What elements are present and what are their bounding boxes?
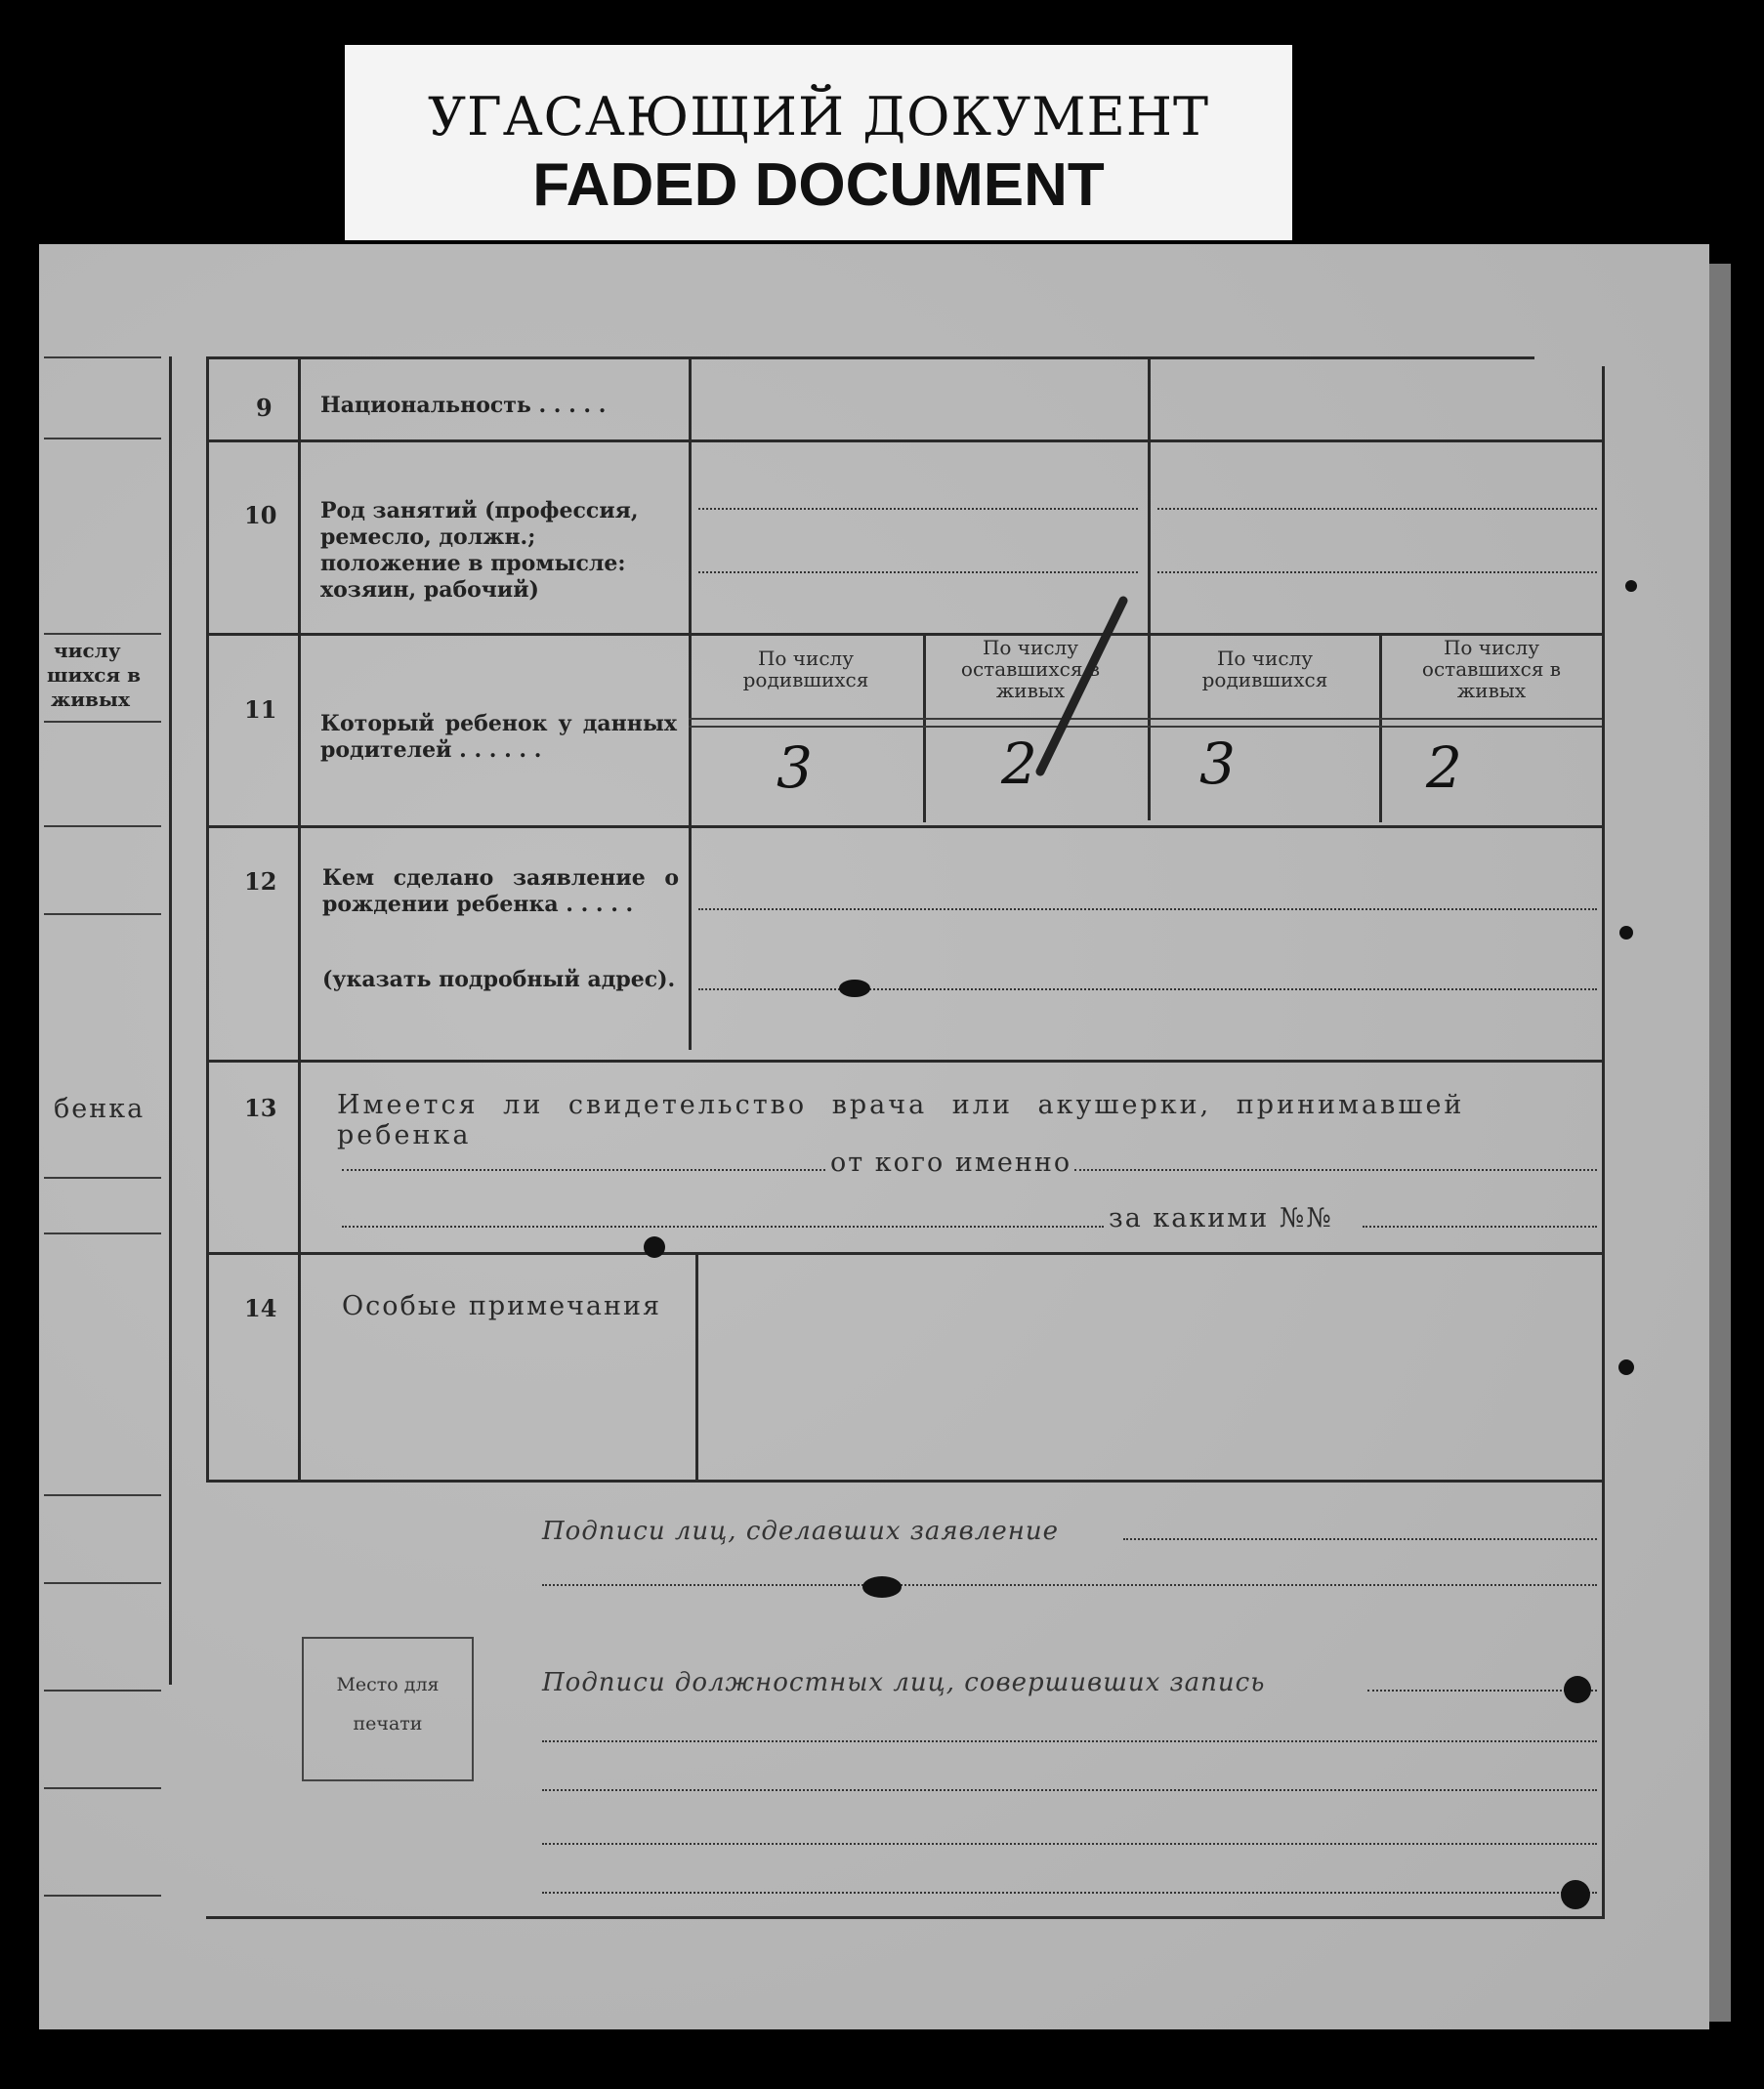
row12-number: 12 (244, 867, 277, 896)
row9-label: Национальность . . . . . (320, 393, 607, 418)
row13-number: 13 (244, 1094, 277, 1122)
row13-text: Имеется ли свидетельство врача или акушерки, принимавшей ребенка (337, 1090, 1465, 1150)
row14-number: 14 (244, 1294, 277, 1322)
handwritten-alive-father: 2 (1001, 731, 1037, 797)
banner-title-ru: УГАСАЮЩИЙ ДОКУМЕНТ (427, 86, 1210, 147)
handwritten-born-mother: 3 (1199, 731, 1236, 797)
officials-signature-label: Подписи должностных лиц, совершивших запись (542, 1668, 1266, 1697)
row11-sub-born-1: По числу родившихся (742, 647, 869, 691)
handwritten-born-father: 3 (777, 734, 813, 801)
row9-number: 9 (256, 394, 273, 422)
row11-sub-alive-1: По числу оставшихся в живых (960, 636, 1101, 702)
stamp-label-2: печати (353, 1713, 423, 1734)
row10-number: 10 (244, 501, 277, 529)
stamp-label-1: Место для (336, 1674, 440, 1695)
row11-sub-born-2: По числу родившихся (1201, 647, 1328, 691)
applicants-signature-label: Подписи лиц, сделавших заявление (542, 1517, 1059, 1546)
left-fragment-bottom: бенка (54, 1094, 146, 1124)
left-fragment-1: числу (54, 639, 121, 662)
handwritten-alive-mother: 2 (1426, 734, 1462, 801)
row13-numbers: за какими №№ (1109, 1203, 1333, 1233)
left-fragment-2: шихся в (47, 663, 142, 687)
row11-label: Который ребенок у данных родителей . . . . . . (320, 711, 677, 763)
row11-sub-alive-2: По числу оставшихся в живых (1421, 636, 1562, 702)
row13-from: от кого именно (830, 1148, 1072, 1178)
row12-note: (указать подробный адрес). (322, 967, 676, 992)
left-fragment-3: живых (51, 688, 130, 711)
banner-title-en: FADED DOCUMENT (532, 151, 1105, 219)
row12-label: Кем сделано заявление о рождении ребенка . . . . . (322, 865, 679, 917)
row14-label: Особые примечания (342, 1291, 662, 1321)
row10-label: Род занятий (профессия, ремесло, должн.; положение в промысле: хозяин, рабочий) (320, 498, 639, 603)
row11-number: 11 (244, 695, 277, 724)
